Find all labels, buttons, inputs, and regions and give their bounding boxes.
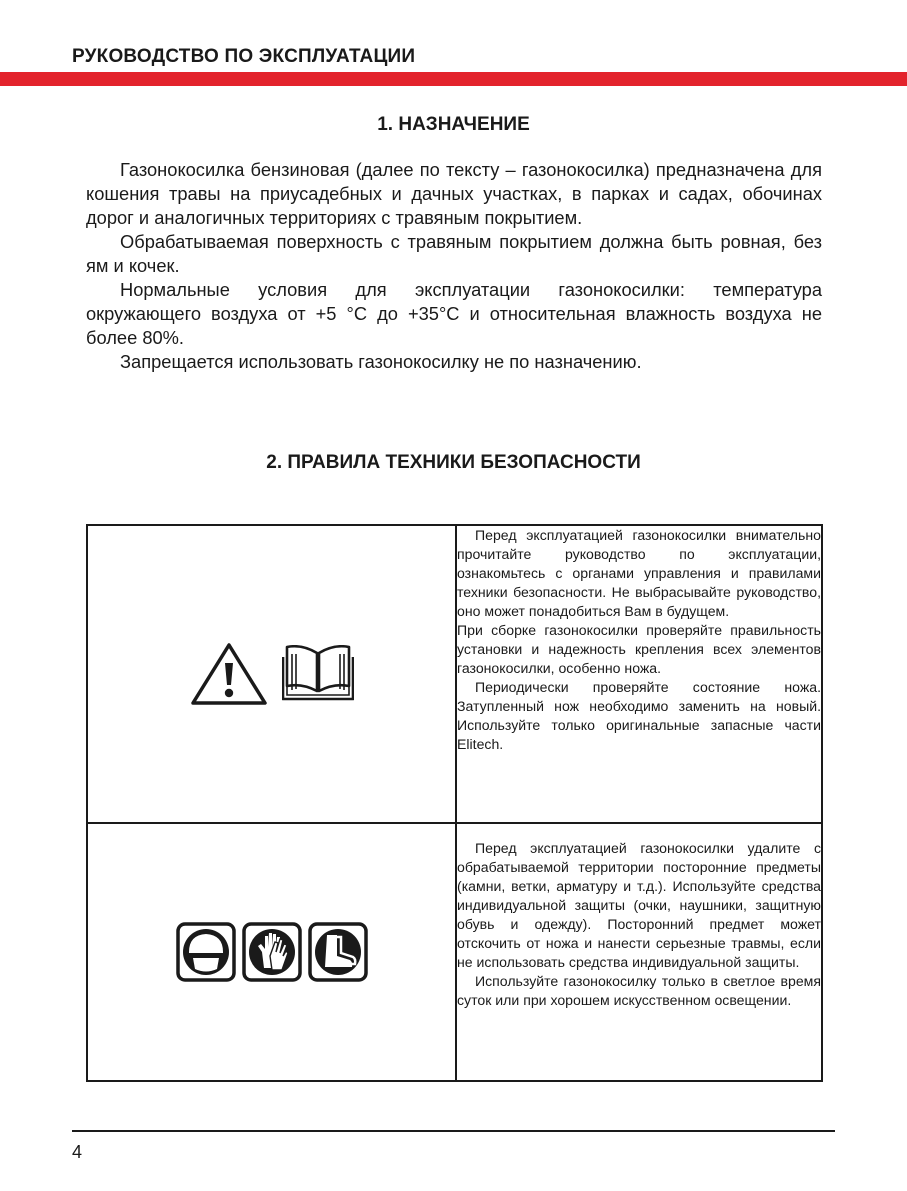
rule-paragraph: Перед эксплуатацией газонокосилки внимательно прочитайте руководство по эксплуатации, ознакомьтесь с органами управления и правилами техники безопасности. Не выбрасывайте руководство, оно может понадобиться Вам в будущем. [457, 527, 821, 619]
text-cell [456, 823, 822, 1081]
section-1-paragraph: Обрабатываемая поверхность с травяным покрытием должна быть ровная, без ям и кочек. [86, 231, 822, 276]
icon-cell [87, 525, 456, 823]
section-1-title: 1. НАЗНАЧЕНИЕ [377, 114, 530, 135]
icon-cell [87, 823, 456, 1081]
manual-book-icon [282, 645, 354, 703]
section-1-paragraph: Нормальные условия для эксплуатации газонокосилки: температура окружающего воздуха от +5 °С до +35°С и относительная влажность воздуха не более 80%. [86, 279, 822, 348]
rule-paragraph: При сборке газонокосилки проверяйте правильность установки и надежность крепления всех элементов газонокосилки, особенно ножа. [457, 622, 821, 676]
helmet-face-shield-icon [176, 922, 236, 982]
warning-triangle-icon [190, 641, 268, 707]
section-1-paragraph: Газонокосилка бензиновая (далее по тексту – газонокосилка) предназначена для кошения травы на приусадебных и дачных участках, в парках и садах, обочинах дорог и аналогичных территориях с травяным покрытием. [86, 159, 822, 228]
header-accent-bar [0, 72, 907, 86]
table-row [87, 823, 822, 1081]
rule-paragraph: Перед эксплуатацией газонокосилки удалите с обрабатываемой территории посторонние предметы (камни, ветки, арматуру и т.д.). Используйте средства индивидуальной защиты (очки, наушники, защитную обувь и одежду). Посторонний предмет может отскочить от ножа и нанести серьезные травмы, если не использовать средства индивидуальной защиты. [457, 840, 821, 970]
section-1-body [86, 158, 822, 374]
section-2-title: 2. ПРАВИЛА ТЕХНИКИ БЕЗОПАСНОСТИ [266, 452, 641, 473]
header-title: РУКОВОДСТВО ПО ЭКСПЛУАТАЦИИ [72, 46, 416, 67]
rule-paragraph: Используйте газонокосилку только в светлое время суток или при хорошем искусственном освещении. [457, 973, 821, 1008]
footer-divider [72, 1130, 835, 1132]
safety-rules-table [86, 524, 823, 1082]
table-row [87, 525, 822, 823]
rule-paragraph: Периодически проверяйте состояние ножа. Затупленный нож необходимо заменить на новый. Используйте только оригинальные запасные части Elitech. [457, 679, 821, 752]
page-number: 4 [72, 1142, 83, 1162]
boots-icon [308, 922, 368, 982]
gloves-icon [242, 922, 302, 982]
section-1-paragraph: Запрещается использовать газонокосилку не по назначению. [120, 351, 642, 372]
text-cell [456, 525, 822, 823]
